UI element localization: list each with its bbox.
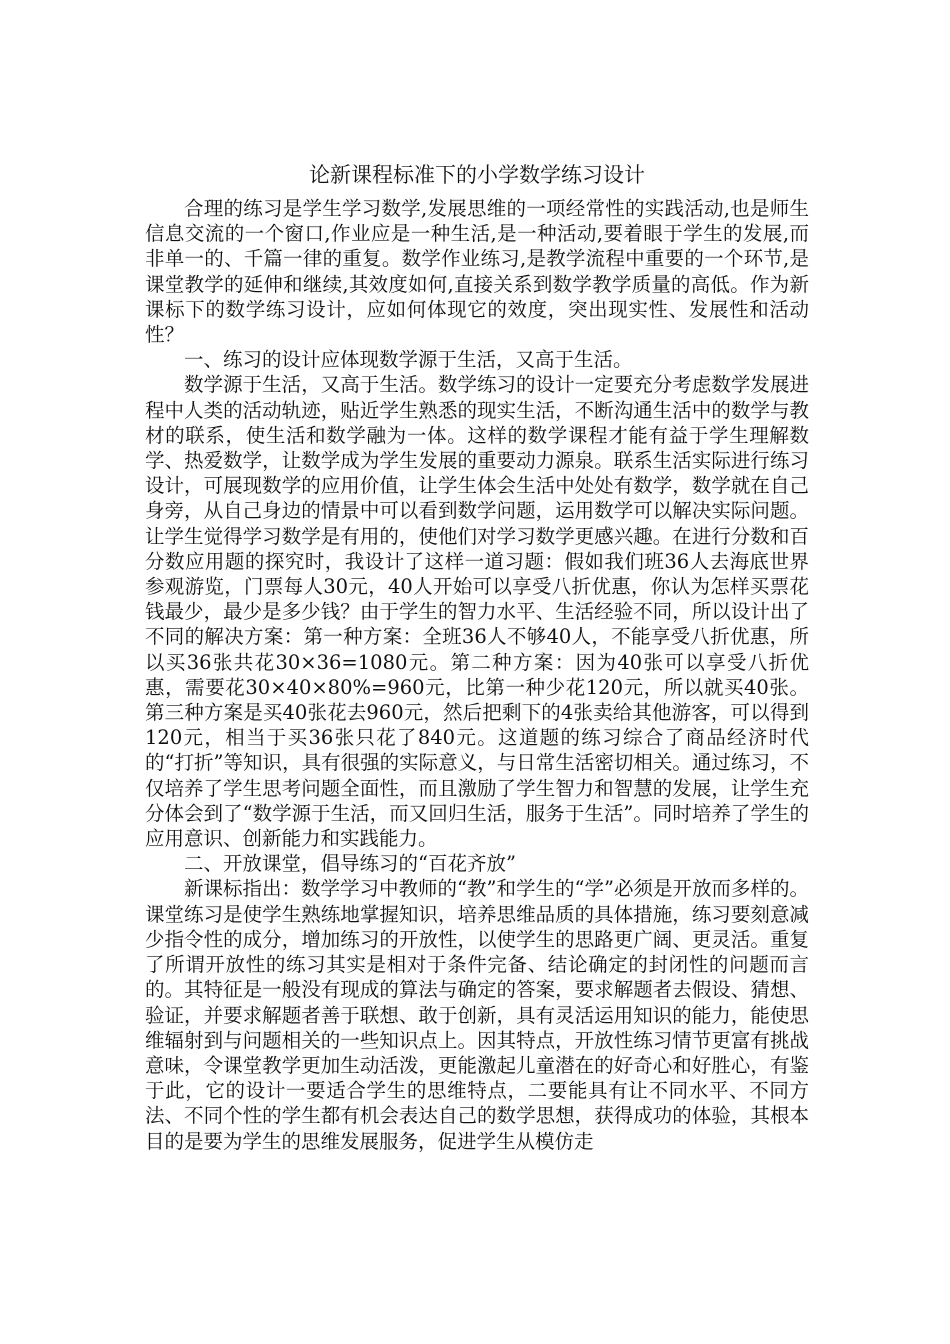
document-page (145, 160, 809, 1154)
paragraph-section-2: 新课标指出：数学学习中教师的“教”和学生的“学”必须是开放而多样的。课堂练习是使学生熟练地掌握知识，培养思维品质的具体措施，练习要刻意减少指令性的成分，增加练习的开放性，以使学生的思路更广阔、更灵活。重复了所谓开放性的练习其实是相对于条件完备、结论确定的封闭性的问题而言的。其特征是一般没有现成的算法与确定的答案，要求解题者去假设、猜想、验证，并要求解题者善于联想、敢于创新，具有灵活运用知识的能力，能使思维辐射到与问题相关的一些知识点上。因其特点，开放性练习情节更富有挑战意味，令课堂教学更加生动活泼，更能激起儿童潜在的好奇心和好胜心，有鉴于此，它的设计一要适合学生的思维特点，二要能具有让不同水平、不同方法、不同个性的学生都有机会表达自己的数学思想，获得成功的体验，其根本目的是要为学生的思维发展服务，促进学生从模仿走 (145, 877, 809, 1153)
paragraph-section-1: 数学源于生活，又高于生活。数学练习的设计一定要充分考虑数学发展进程中人类的活动轨迹，贴近学生熟悉的现实生活，不断沟通生活中的数学与教材的联系，使生活和数学融为一体。这样的数学课程才能有益于学生理解数学、热爱数学，让数学成为学生发展的重要动力源泉。联系生活实际进行练习设计，可展现数学的应用价值，让学生体会生活中处处有数学，数学就在自己身旁，从自己身边的情景中可以看到数学问题，运用数学可以解决实际问题。让学生觉得学习数学是有用的，使他们对学习数学更感兴趣。在进行分数和百分数应用题的探究时，我设计了这样一道习题：假如我们班36人去海底世界参观游览，门票每人30元，40人开始可以享受八折优惠，你认为怎样买票花钱最少，最少是多少钱？由于学生的智力水平、生活经验不同，所以设计出了不同的解决方案：第一种方案：全班36人不够40人，不能享受八折优惠，所以买36张共花30×36=1080元。第二种方案：因为40张可以享受八折优惠，需要花30×40×80%=960元，比第一种少花120元，所以就买40张。第三种方案是买40张花去960元，然后把剩下的4张卖给其他游客，可以得到120元，相当于买36张只花了840元。这道题的练习综合了商品经济时代的“打折”等知识，具有很强的实际意义，与日常生活密切相关。通过练习，不仅培养了学生思考问题全面性，而且激励了学生智力和智慧的发展，让学生充分体会到了“数学源于生活，而又回归生活，服务于生活”。同时培养了学生的应用意识、创新能力和实践能力。 (145, 373, 809, 851)
section-heading-2: 二、开放课堂，倡导练习的“百花齐放” (184, 852, 516, 876)
paragraph-intro: 合理的练习是学生学习数学,发展思维的一项经常性的实践活动,也是师生信息交流的一个窗口,作业应是一种生活,是一种活动,要着眼于学生的发展,而非单一的、千篇一律的重复。数学作业练习,是教学流程中重要的一个环节,是课堂教学的延伸和继续,其效度如何,直接关系到数学教学质量的高低。作为新课标下的数学练习设计，应如何体现它的效度，突出现实性、发展性和活动性？ (145, 197, 809, 347)
section-heading-1: 一、练习的设计应体现数学源于生活，又高于生活。 (184, 348, 633, 372)
document-title: 论新课程标准下的小学数学练习设计 (309, 163, 645, 187)
